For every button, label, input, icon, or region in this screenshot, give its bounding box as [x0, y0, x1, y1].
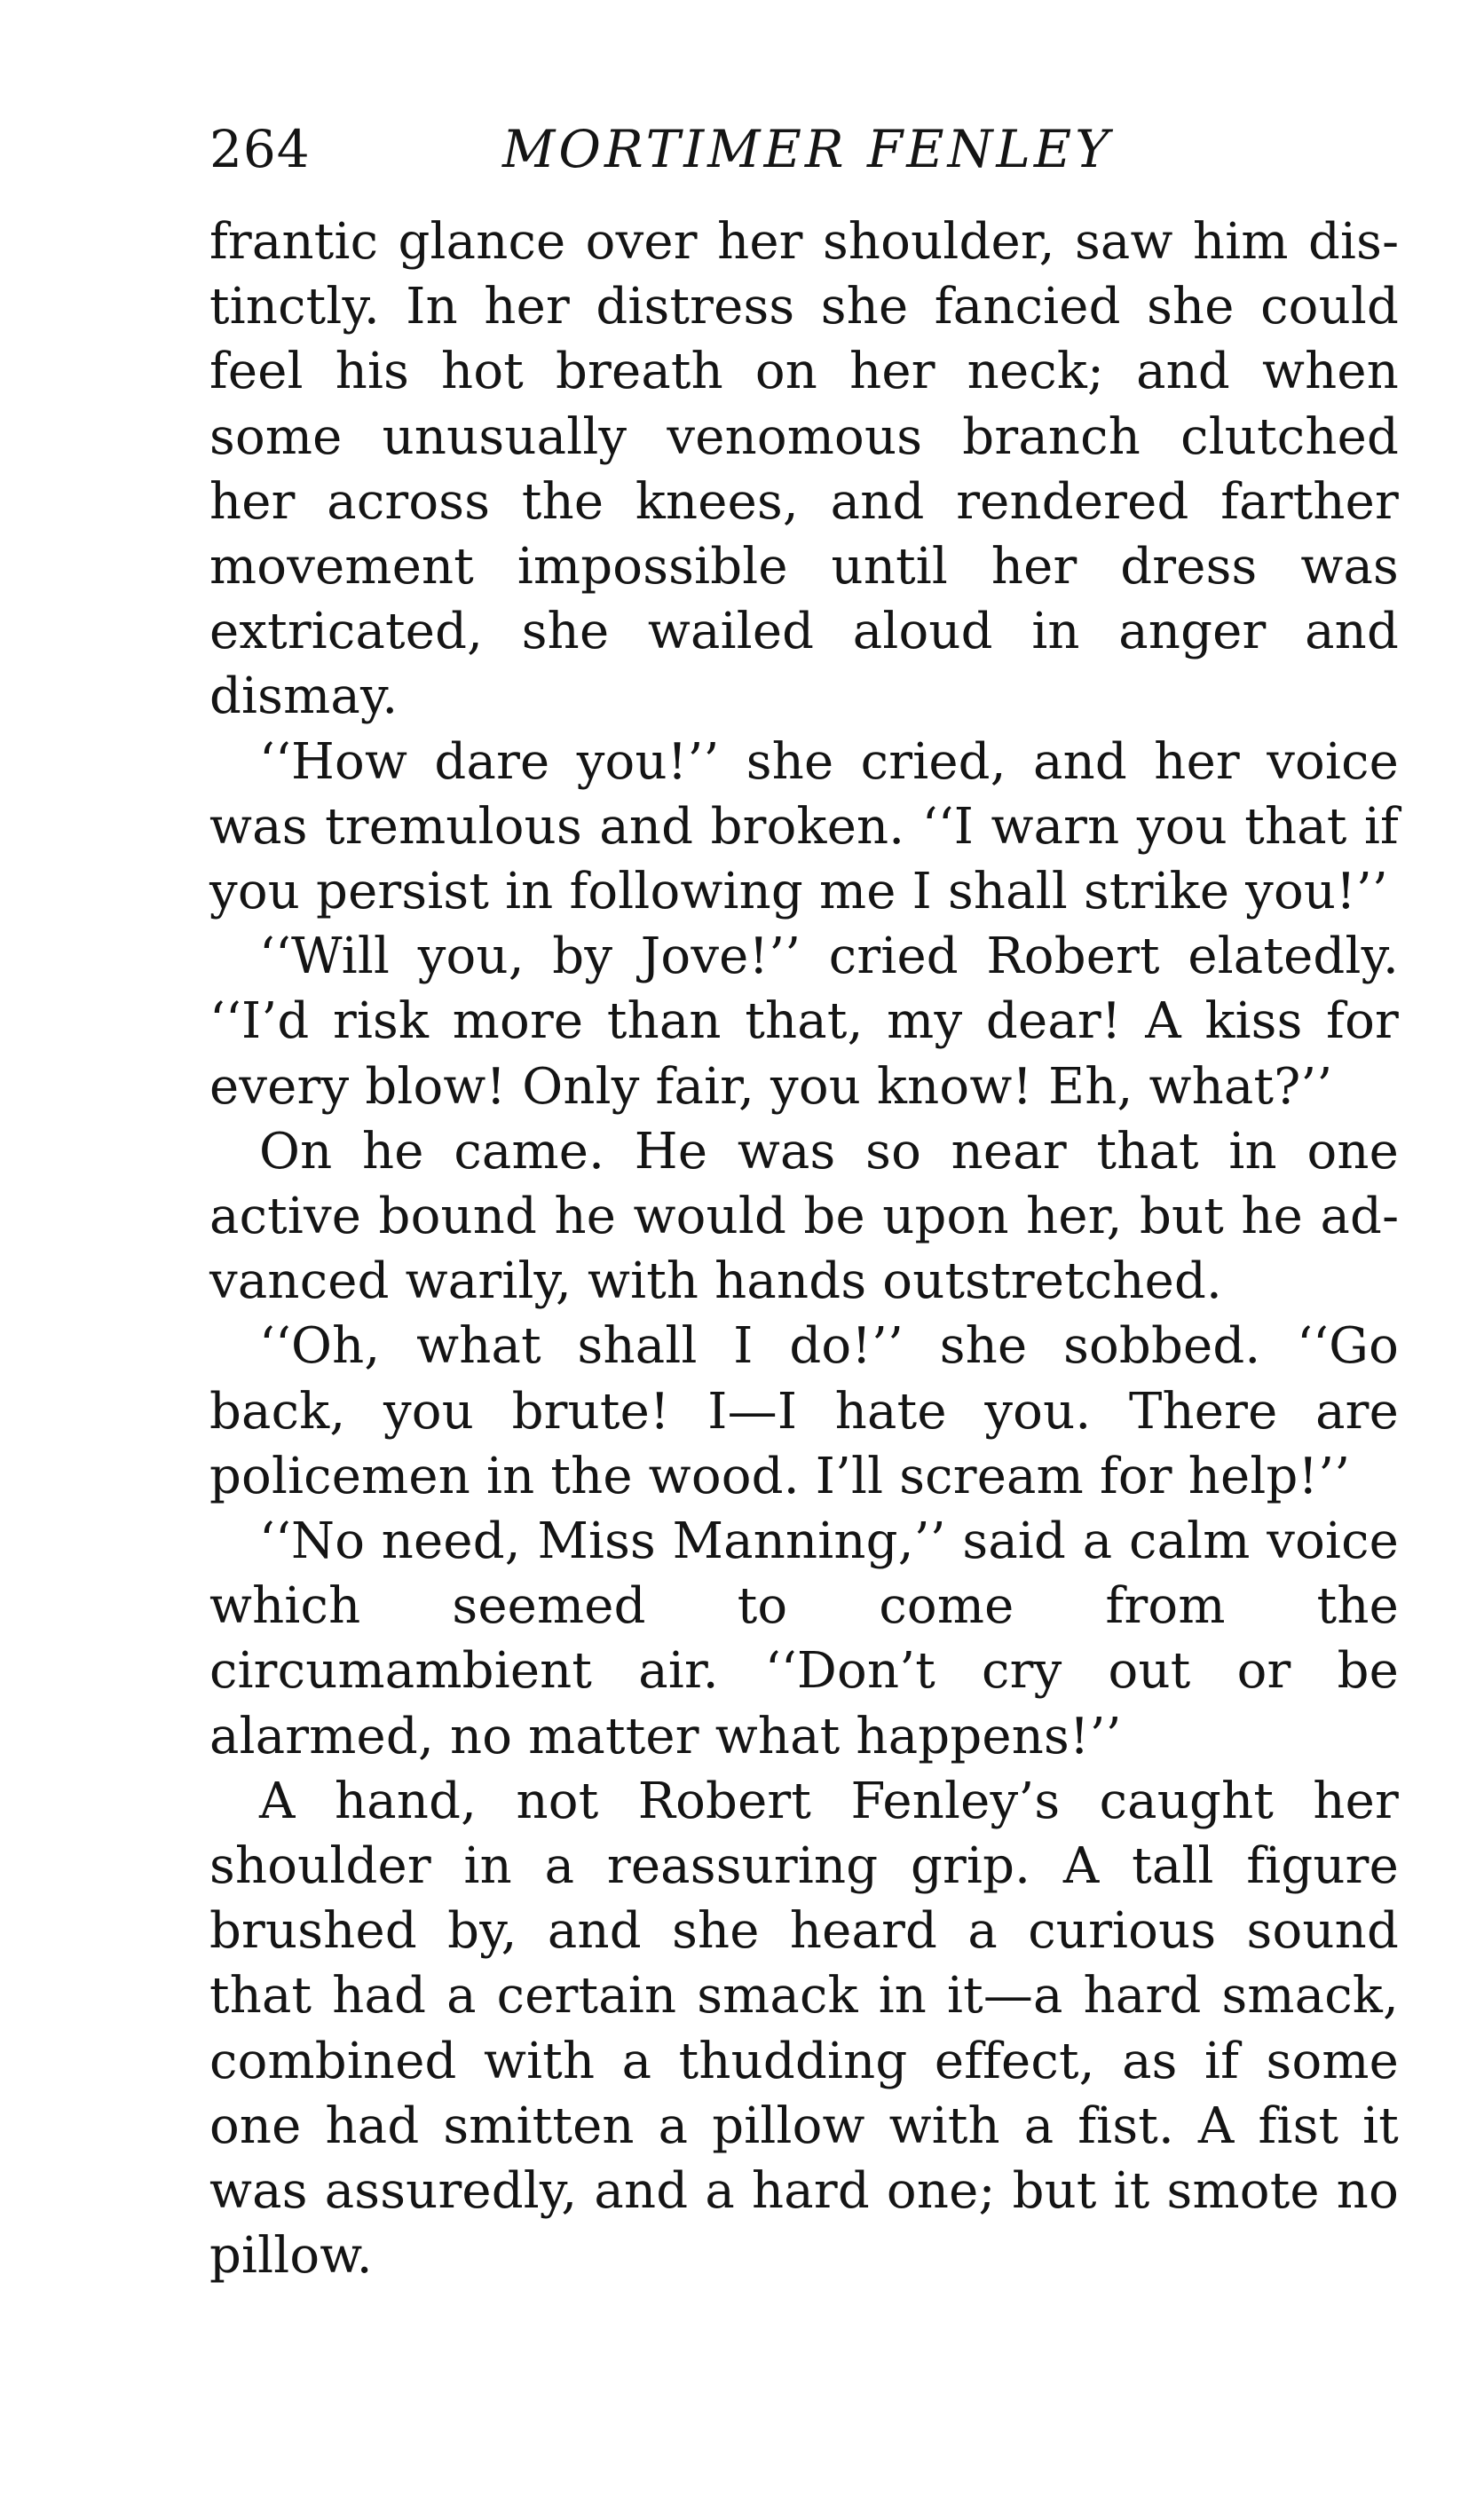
body-text [209, 209, 1399, 2289]
paragraph: frantic glance over her shoulder, saw him distinctly. In her distress she fancied she could feel his hot breath on her neck; and when some unusually venomous branch clutched her across the knees, and rendered farther movement impossible until her dress was extricated, she wailed aloud in anger and dismay. [209, 213, 1399, 726]
page-number: 264 [209, 119, 311, 179]
running-header [209, 114, 1399, 185]
paragraph: On he came. He was so near that in one active bound he would be upon her, but he advanced warily, with hands outstretched. [209, 1122, 1399, 1311]
paragraph: A hand, not Robert Fenley’s caught her shoulder in a reassuring grip. A tall figure brushed by, and she heard a curious sound that had a certain smack in it—a hard smack, combined with a thudding effect, as if some one had smitten a pillow with a fist. A fist it was assuredly, and a hard one; but it smote no pillow. [209, 1772, 1399, 2286]
paragraph: ‘‘No need, Miss Manning,’’ said a calm voice which seemed to come from the circumambient air. ‘‘Don’t cry out or be alarmed, no matter what happens!’’ [209, 1512, 1399, 1765]
paragraph: ‘‘Will you, by Jove!’’ cried Robert elatedly. ‘‘I’d risk more than that, my dear! A kiss for every blow! Only fair, you know! Eh, what?’’ [209, 928, 1399, 1116]
paragraph: ‘‘How dare you!’’ she cried, and her voice was tremulous and broken. ‘‘I warn you that if you persist in following me I shall strike you!’’ [209, 732, 1399, 921]
paragraph: ‘‘Oh, what shall I do!’’ she sobbed. ‘‘Go back, you brute! I—I hate you. There are policemen in the wood. I’ll scream for help!’’ [209, 1317, 1399, 1505]
running-title: MORTIMER FENLEY [502, 119, 1113, 179]
